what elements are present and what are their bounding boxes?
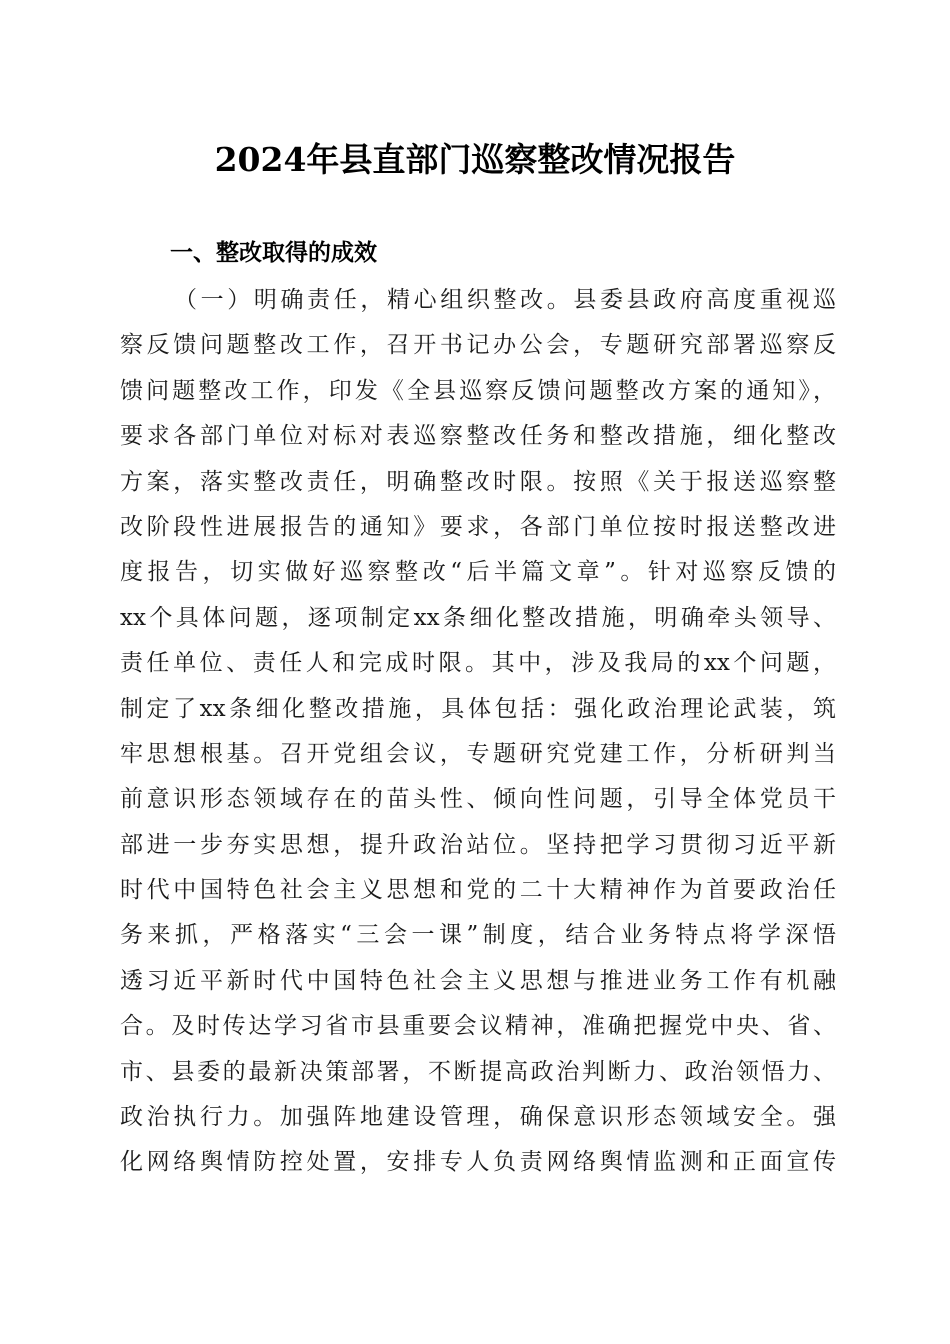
paragraph-line-text: 县委县政府高度重视巡 bbox=[573, 287, 836, 313]
paragraph-line: 部进一步夯实思想，提升政治站位。坚持把学习贯彻习近平新 bbox=[120, 831, 836, 858]
paragraph-line: 透习近平新时代中国特色社会主义思想与推进业务工作有机融 bbox=[120, 967, 836, 994]
body-paragraph bbox=[120, 278, 836, 1186]
paragraph-line: 察反馈问题整改工作，召开书记办公会，专题研究部署巡察反 bbox=[120, 332, 836, 359]
paragraph-line: 市、县委的最新决策部署，不断提高政治判断力、政治领悟力、 bbox=[120, 1058, 836, 1085]
paragraph-line: 馈问题整改工作，印发《全县巡察反馈问题整改方案的通知》， bbox=[120, 377, 836, 404]
paragraph-line: 责任单位、责任人和完成时限。其中，涉及我局的xx个问题， bbox=[120, 650, 836, 677]
paragraph-line bbox=[120, 278, 836, 323]
paragraph-line: 化网络舆情防控处置，安排专人负责网络舆情监测和正面宣传 bbox=[120, 1149, 836, 1176]
paragraph-lead: （一）明确责任，精心组织整改。 bbox=[174, 287, 574, 313]
paragraph-line: 制定了xx条细化整改措施，具体包括：强化政治理论武装，筑 bbox=[120, 695, 836, 722]
document-title: 2024年县直部门巡察整改情况报告 bbox=[214, 140, 736, 179]
paragraph-line: 政治执行力。加强阵地建设管理，确保意识形态领域安全。强 bbox=[120, 1104, 836, 1131]
paragraph-line: 牢思想根基。召开党组会议，专题研究党建工作，分析研判当 bbox=[120, 740, 836, 767]
paragraph-line: xx个具体问题，逐项制定xx条细化整改措施，明确牵头领导、 bbox=[120, 604, 836, 631]
paragraph-line: 度报告，切实做好巡察整改“后半篇文章”。针对巡察反馈的 bbox=[120, 559, 836, 586]
paragraph-line: 合。及时传达学习省市县重要会议精神，准确把握党中央、省、 bbox=[120, 1013, 836, 1040]
paragraph-line: 方案，落实整改责任，明确整改时限。按照《关于报送巡察整 bbox=[120, 468, 836, 495]
paragraph-line: 时代中国特色社会主义思想和党的二十大精神作为首要政治任 bbox=[120, 877, 836, 904]
section-heading: 一、整改取得的成效 bbox=[170, 240, 377, 266]
paragraph-line: 务来抓，严格落实“三会一课”制度，结合业务特点将学深悟 bbox=[120, 922, 836, 949]
paragraph-line: 前意识形态领域存在的苗头性、倾向性问题，引导全体党员干 bbox=[120, 786, 836, 813]
paragraph-line: 改阶段性进展报告的通知》要求，各部门单位按时报送整改进 bbox=[120, 513, 836, 540]
paragraph-line: 要求各部门单位对标对表巡察整改任务和整改措施，细化整改 bbox=[120, 423, 836, 450]
